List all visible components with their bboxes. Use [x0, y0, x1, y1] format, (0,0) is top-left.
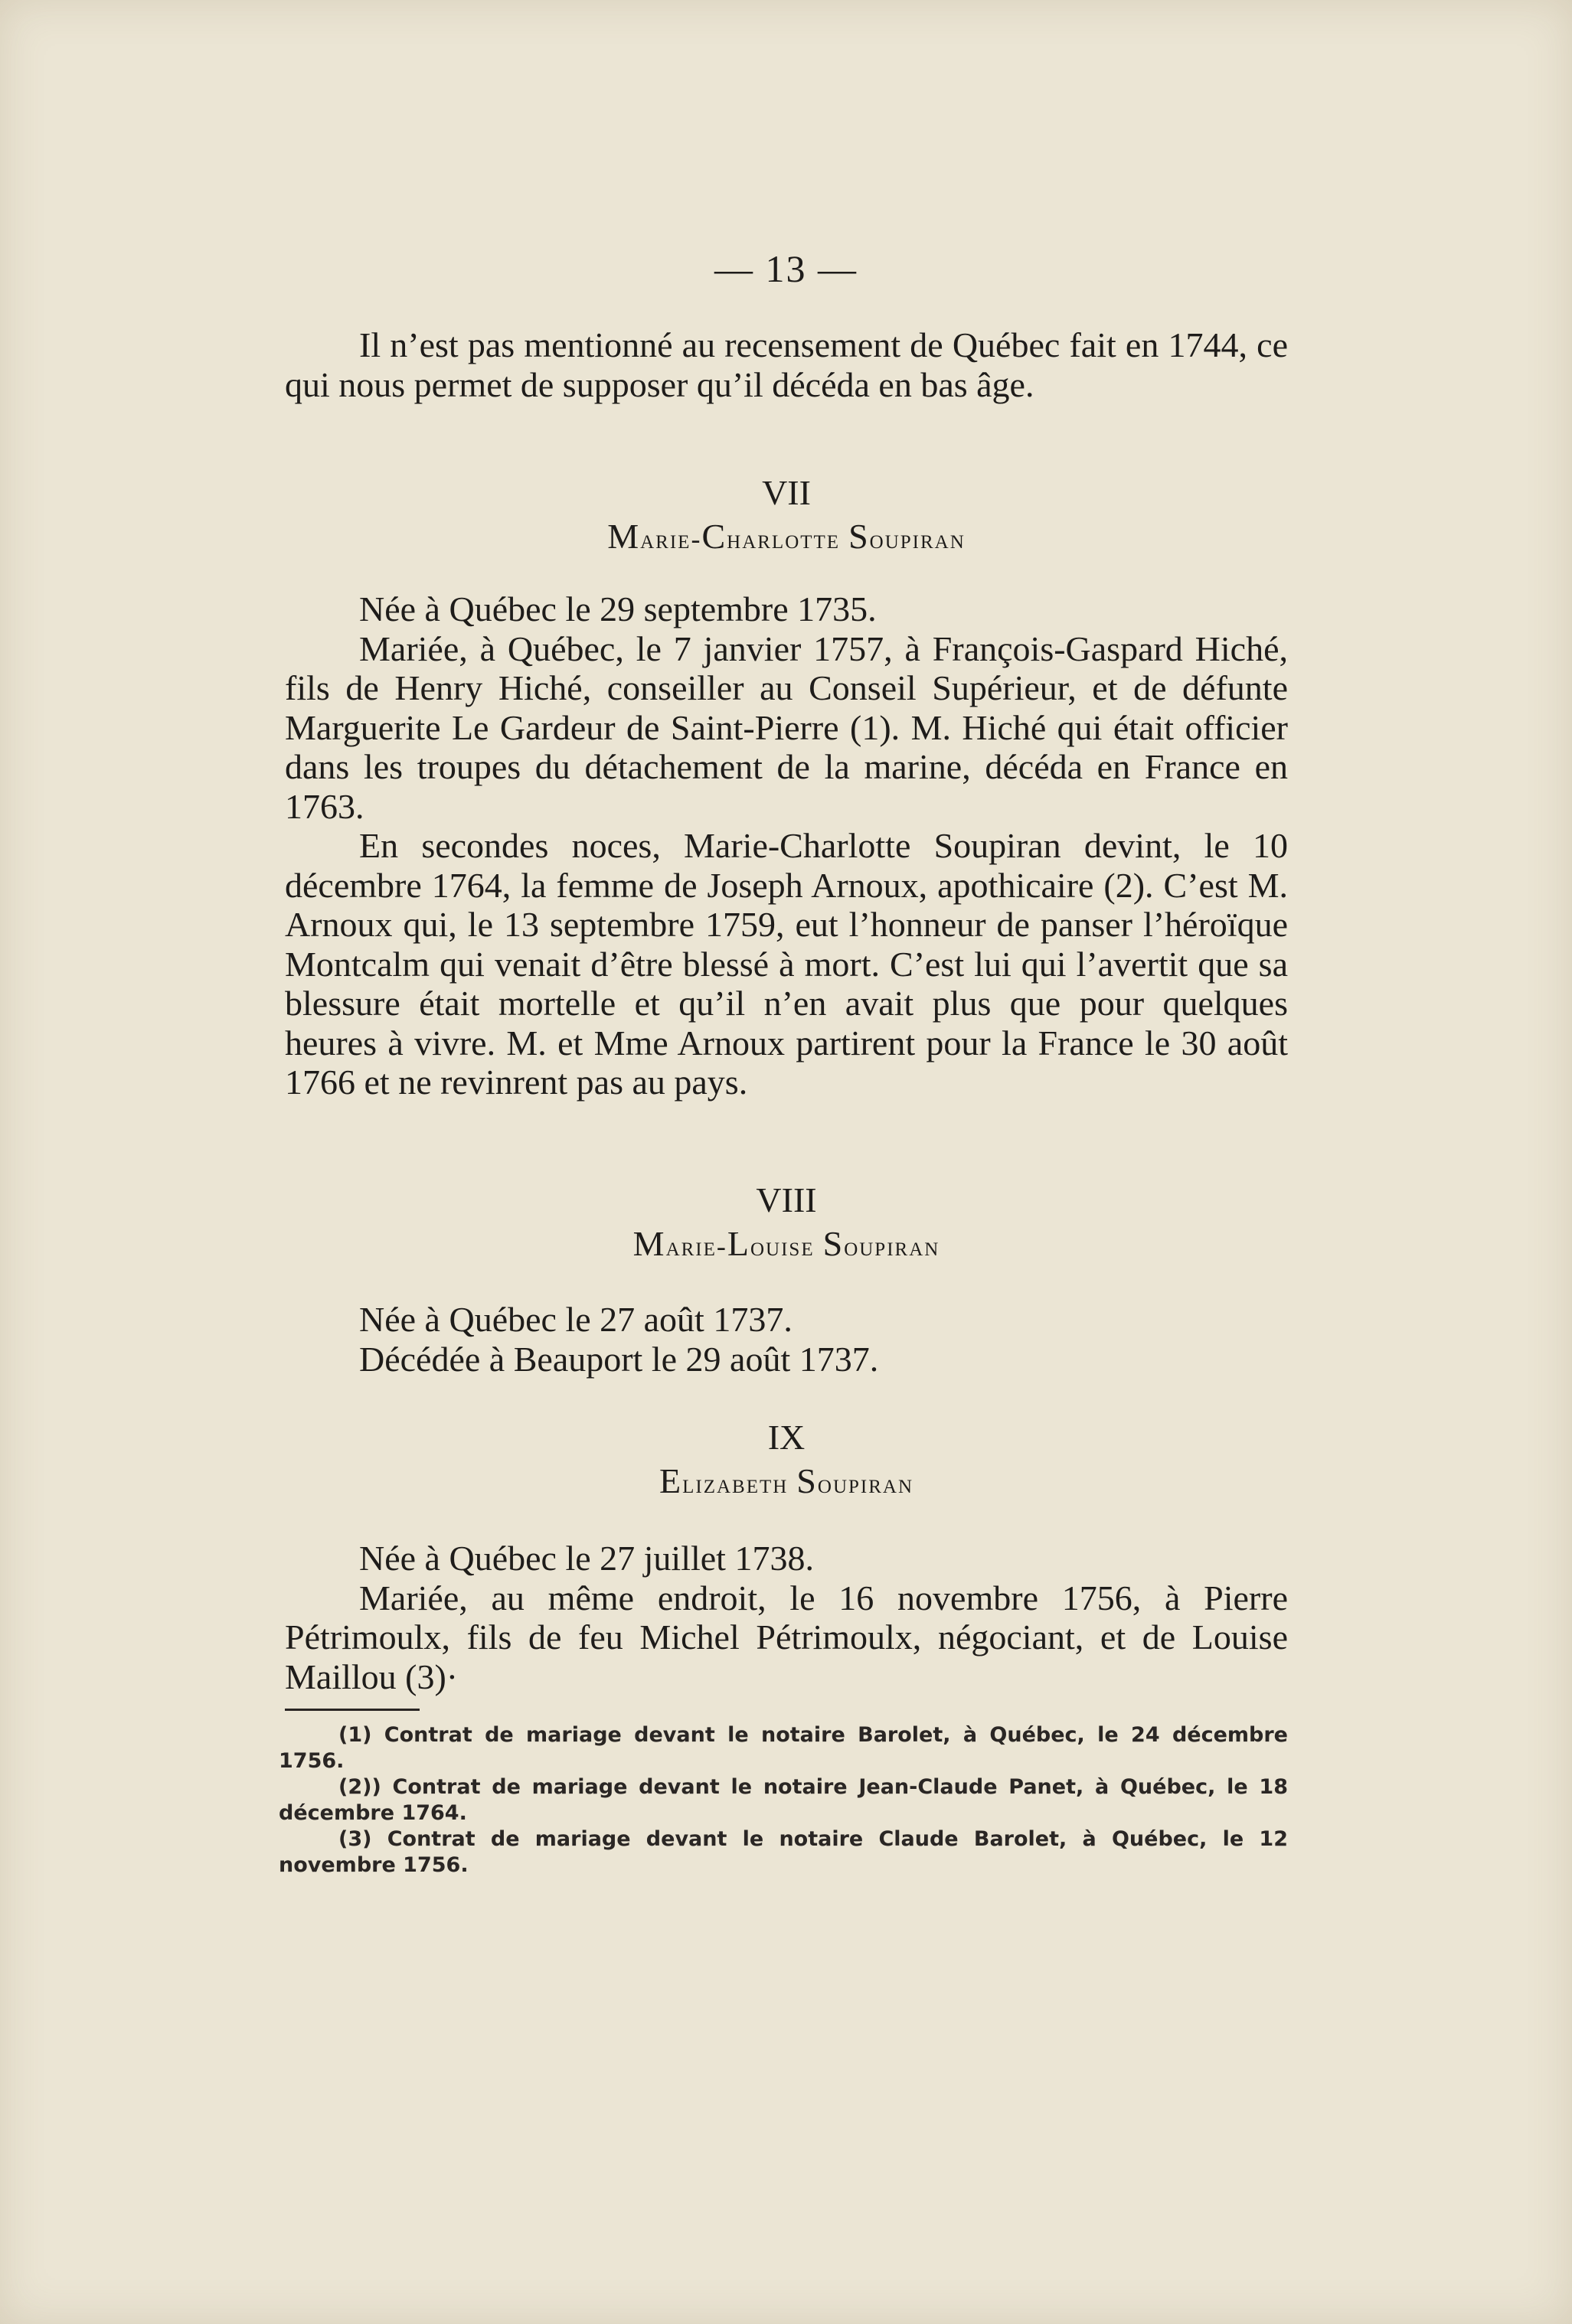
- section-vii-paragraph-1: Née à Québec le 29 septembre 1735.: [359, 589, 877, 628]
- section-vii-numeral: VII: [762, 473, 811, 512]
- section-vii-paragraph-3: En secondes noces, Marie-Charlotte Soupiran devint, le 10 décembre 1764, la femme de Joseph Arnoux, apothicaire (2). C’est M. Arnoux qui, le 13 septembre 1759, eut l’honneur de panser l’héroïque Montcalm qui venait d’être blessé à mort. C’est lui qui l’avertit que sa blessure était mortelle et qu’il n’en avait plus que pour quelques heures à vivre. M. et Mme Arnoux partirent pour la France le 30 août 1766 et ne revinrent pas au pays.: [285, 826, 1288, 1102]
- section-ix-paragraph-1: Née à Québec le 27 juillet 1738.: [359, 1539, 814, 1578]
- intro-paragraph: Il n’est pas mentionné au recensement de Québec fait en 1744, ce qui nous permet de supposer qu’il décéda en bas âge.: [285, 325, 1288, 404]
- section-ix-body: [285, 1539, 1288, 1696]
- footnote-1: (1) Contrat de mariage devant le notaire Barolet, à Québec, le 24 décembre 1756.: [279, 1723, 1288, 1773]
- section-ix-heading: [285, 1418, 1288, 1503]
- footnote-3: (3) Contrat de mariage devant le notaire Claude Barolet, à Québec, le 12 novembre 1756.: [279, 1827, 1288, 1877]
- section-vii-paragraph-2: Mariée, à Québec, le 7 janvier 1757, à François-Gaspard Hiché, fils de Henry Hiché, conseiller au Conseil Supérieur, et de défunte Marguerite Le Gardeur de Saint-Pierre (1). M. Hiché qui était officier dans les troupes du détachement de la marine, décéda en France en 1763.: [285, 628, 1288, 826]
- section-ix-numeral: IX: [767, 1418, 806, 1457]
- section-vii-body: [285, 589, 1288, 1102]
- section-ix-name: Elizabeth Soupiran: [659, 1461, 914, 1500]
- section-viii-paragraph-1: Née à Québec le 27 août 1737.: [359, 1300, 793, 1339]
- section-viii-heading: [285, 1180, 1288, 1265]
- section-viii-body: [285, 1300, 1288, 1379]
- page-number: — 13 —: [714, 247, 858, 290]
- section-vii-name: Marie-Charlotte Soupiran: [607, 517, 966, 556]
- section-viii-paragraph-2: Décédée à Beauport le 29 août 1737.: [359, 1339, 879, 1379]
- section-viii-name: Marie-Louise Soupiran: [632, 1224, 940, 1263]
- footnote-2: (2)) Contrat de mariage devant le notaire Jean-Claude Panet, à Québec, le 18 décembre 1764.: [279, 1775, 1288, 1825]
- section-viii-numeral: VIII: [756, 1180, 817, 1219]
- intro-paragraph-block: [285, 325, 1288, 404]
- section-vii-heading: [285, 473, 1288, 558]
- footnote-divider: [285, 1709, 420, 1711]
- footnotes: [279, 1722, 1288, 1878]
- section-ix-paragraph-2: Mariée, au même endroit, le 16 novembre 1756, à Pierre Pétrimoulx, fils de feu Michel Pétrimoulx, négociant, et de Louise Maillou (3)·: [285, 1578, 1288, 1696]
